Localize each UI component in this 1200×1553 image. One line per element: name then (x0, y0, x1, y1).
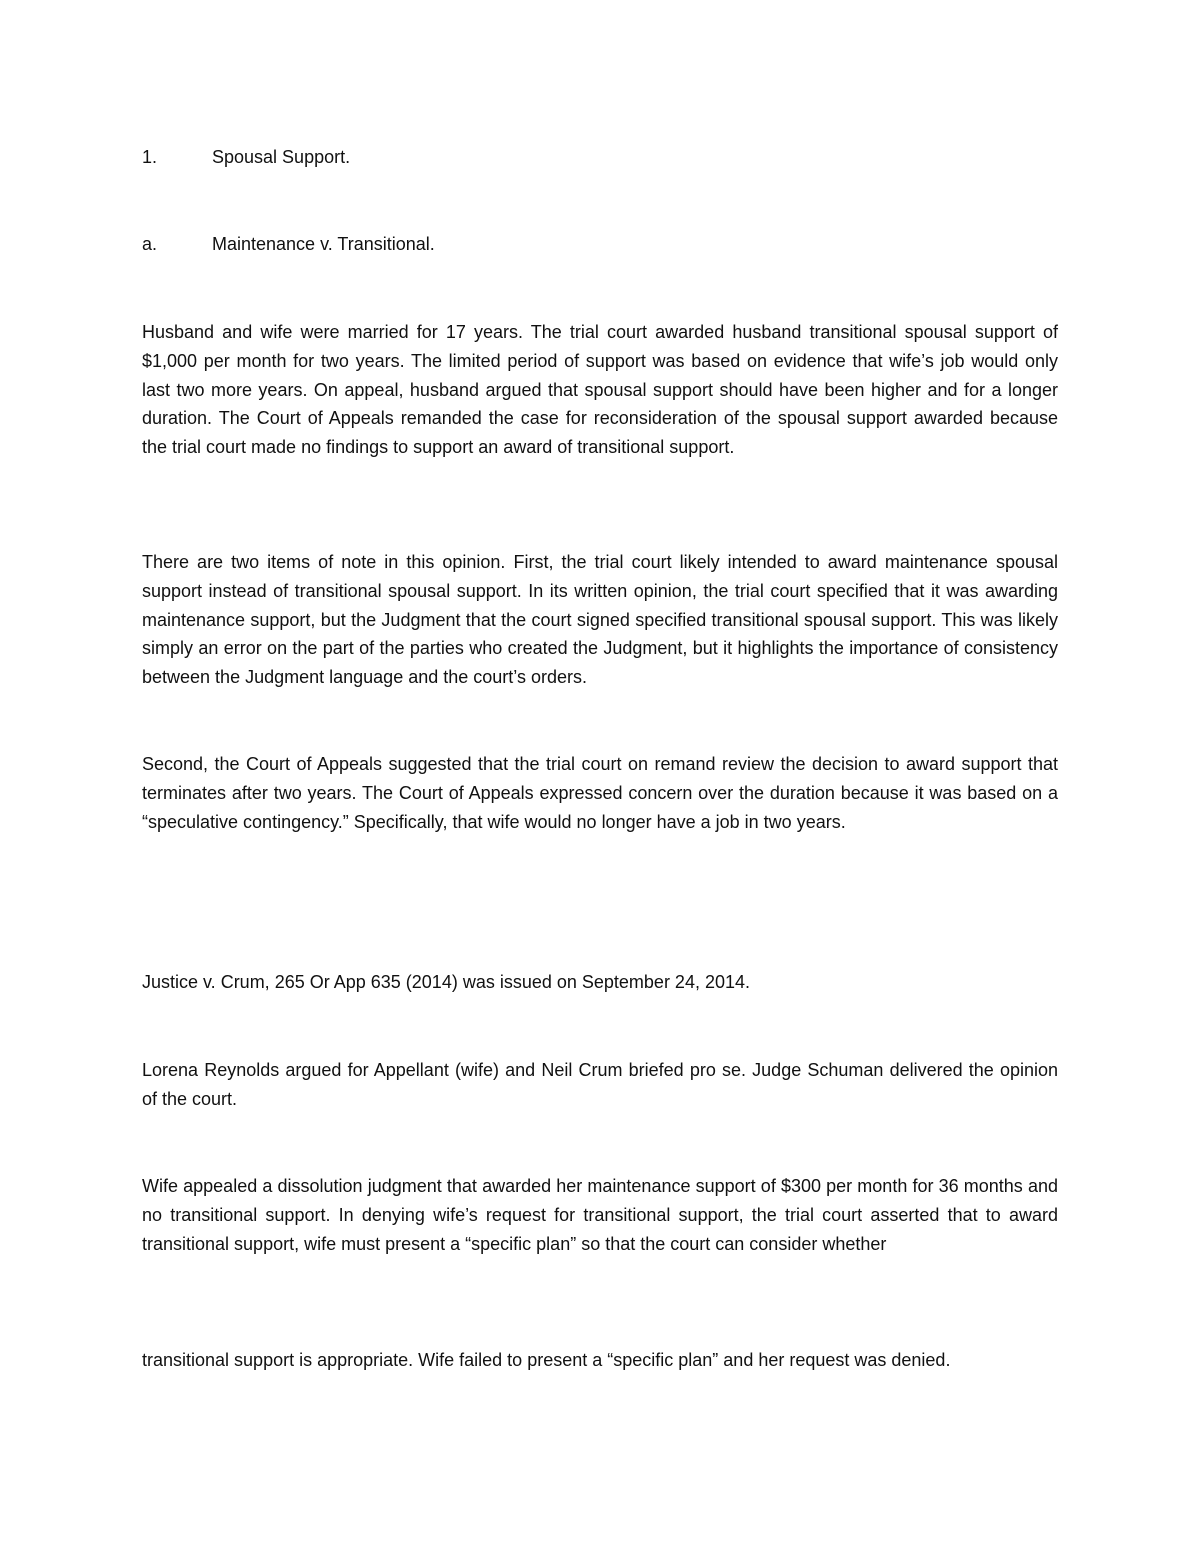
paragraph-continuation: transitional support is appropriate. Wife failed to present a “specific plan” and her request was denied. (142, 1350, 951, 1370)
paragraph-case-summary: Husband and wife were married for 17 years. The trial court awarded husband transitional spousal support of $1,000 per month for two years. The limited period of support was based on evidence that wife’s job would only last two more years. On appeal, husband argued that spousal support should have been higher and for a longer duration. The Court of Appeals remanded the case for reconsideration of the spousal support awarded because the trial court made no findings to support an award of transitional support. (142, 322, 1058, 458)
paragraph-counsel: Lorena Reynolds argued for Appellant (wife) and Neil Crum briefed pro se. Judge Schuman delivered the opinion of the court. (142, 1060, 1058, 1109)
paragraph-case-citation: Justice v. Crum, 265 Or App 635 (2014) was issued on September 24, 2014. (142, 972, 751, 992)
section-heading (142, 142, 1062, 172)
paragraph-items-of-note: There are two items of note in this opinion. First, the trial court likely intended to award maintenance spousal support instead of transitional spousal support. In its written opinion, the trial court specified that it was awarding maintenance support, but the Judgment that the court signed specified transitional spousal support. This was likely simply an error on the part of the parties who created the Judgment, but it highlights the importance of consistency between the Judgment language and the court’s orders. (142, 552, 1058, 688)
subsection-letter: a. (142, 234, 158, 254)
section-number: 1. (142, 147, 158, 167)
paragraph-wife-appeal: Wife appealed a dissolution judgment that awarded her maintenance support of $300 per month for 36 months and no transitional support. In denying wife’s request for transitional support, the trial court asserted that to award transitional support, wife must present a “specific plan” so that the court can consider whether (142, 1176, 1058, 1254)
paragraph-second-note: Second, the Court of Appeals suggested that the trial court on remand review the decision to award support that terminates after two years. The Court of Appeals expressed concern over the duration because it was based on a “speculative contingency.” Specifically, that wife would no longer have a job in two years. (142, 754, 1058, 832)
subsection-heading (142, 229, 1062, 259)
subsection-title: Maintenance v. Transitional. (212, 234, 435, 254)
section-title: Spousal Support. (212, 147, 351, 167)
